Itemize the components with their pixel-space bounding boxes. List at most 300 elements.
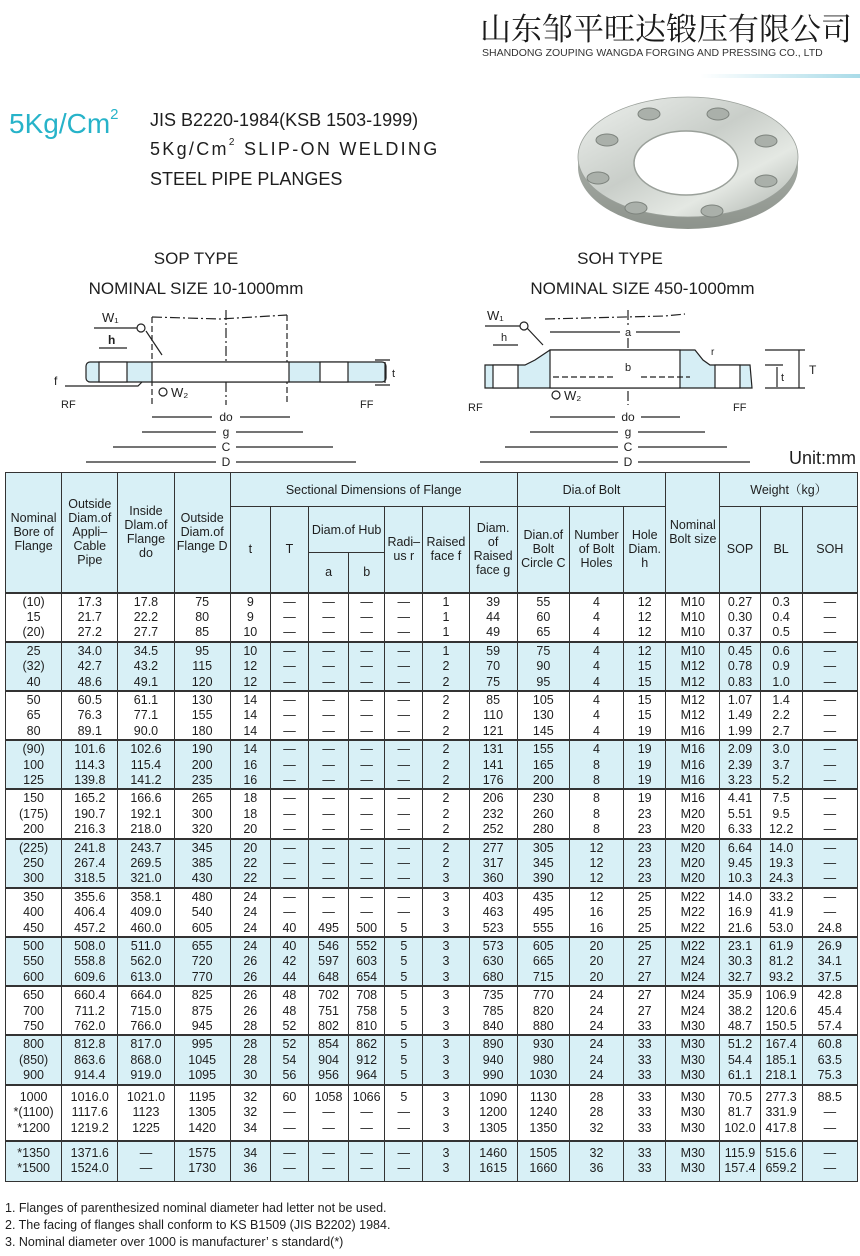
cell-raised-face-f: 3 <box>423 970 469 986</box>
cell-T: — <box>270 905 308 920</box>
soh-label-do: do <box>621 410 635 424</box>
cell-nominal-bore: 80 <box>6 724 62 740</box>
cell-raised-face-f: 3 <box>423 1053 469 1068</box>
cell-weight-soh: — <box>802 773 857 789</box>
sop-w2-weld-icon <box>159 388 167 396</box>
cell-hole-diam: 19 <box>624 724 666 740</box>
cell-outside-pipe-diam: 812.8 <box>62 1035 118 1052</box>
cell-weight-soh: — <box>802 1141 857 1161</box>
cell-inside-diam-do: 115.4 <box>118 758 174 773</box>
cell-outside-diam-D: 85 <box>174 625 230 641</box>
cell-hub-b: — <box>349 822 385 838</box>
cell-hub-a: — <box>309 659 349 674</box>
sop-label-w2: W₂ <box>171 385 189 400</box>
cell-bolt-circle: 770 <box>517 986 569 1003</box>
footnotes <box>5 1200 390 1251</box>
cell-outside-pipe-diam: 241.8 <box>62 839 118 856</box>
cell-weight-sop: 0.83 <box>720 675 760 691</box>
cell-raised-face-g: 141 <box>469 758 517 773</box>
cell-weight-soh: — <box>802 758 857 773</box>
cell-outside-diam-D: 200 <box>174 758 230 773</box>
cell-hub-b: — <box>349 1105 385 1120</box>
sop-label-f: f <box>54 374 58 388</box>
cell-outside-pipe-diam: 1016.0 <box>62 1085 118 1105</box>
cell-outside-diam-D: 720 <box>174 954 230 969</box>
cell-outside-pipe-diam: 355.6 <box>62 888 118 905</box>
cell-bolt-holes: 4 <box>569 659 623 674</box>
sop-w1-weld-icon <box>137 324 145 332</box>
cell-radius: 5 <box>385 1068 423 1084</box>
cell-hole-diam: 33 <box>624 1035 666 1052</box>
table-row <box>6 642 858 659</box>
cell-hub-b: — <box>349 807 385 822</box>
cell-weight-soh: 37.5 <box>802 970 857 986</box>
cell-weight-bl: 1.0 <box>760 675 802 691</box>
cell-raised-face-f: 2 <box>423 758 469 773</box>
cell-bolt-holes: 24 <box>569 1004 623 1019</box>
cell-raised-face-f: 3 <box>423 888 469 905</box>
table-row <box>6 839 858 856</box>
cell-T: — <box>270 724 308 740</box>
cell-bolt-holes: 24 <box>569 986 623 1003</box>
cell-t: 9 <box>230 610 270 625</box>
table-row <box>6 807 858 822</box>
cell-bolt-size: M30 <box>666 1105 720 1120</box>
cell-radius: 5 <box>385 970 423 986</box>
soh-label-b: b <box>624 362 632 374</box>
footnote: 3. Nominal diameter over 1000 is manufacturer’ s standard(*) <box>5 1235 344 1249</box>
cell-T: 60 <box>270 1085 308 1105</box>
cell-inside-diam-do: 43.2 <box>118 659 174 674</box>
cell-weight-soh: — <box>802 625 857 641</box>
cell-bolt-holes: 8 <box>569 822 623 838</box>
cell-inside-diam-do: 1123 <box>118 1105 174 1120</box>
sop-w1-leader <box>94 328 162 355</box>
cell-outside-pipe-diam: 914.4 <box>62 1068 118 1084</box>
cell-inside-diam-do: 409.0 <box>118 905 174 920</box>
cell-radius: — <box>385 1121 423 1141</box>
header-raised-face-f: Raised face f <box>423 507 469 593</box>
cell-outside-diam-D: 345 <box>174 839 230 856</box>
cell-hole-diam: 33 <box>624 1053 666 1068</box>
cell-T: 52 <box>270 1019 308 1035</box>
cell-outside-diam-D: 190 <box>174 740 230 757</box>
cell-weight-sop: 16.9 <box>720 905 760 920</box>
cell-weight-bl: 185.1 <box>760 1053 802 1068</box>
cell-bolt-holes: 4 <box>569 642 623 659</box>
cell-raised-face-g: 990 <box>469 1068 517 1084</box>
cell-nominal-bore: 750 <box>6 1019 62 1035</box>
cell-outside-pipe-diam: 21.7 <box>62 610 118 625</box>
cell-radius: 5 <box>385 937 423 954</box>
cell-weight-sop: 2.39 <box>720 758 760 773</box>
cell-radius: — <box>385 807 423 822</box>
cell-raised-face-g: 735 <box>469 986 517 1003</box>
cell-weight-soh: — <box>802 610 857 625</box>
table-row <box>6 921 858 937</box>
cell-radius: 5 <box>385 1019 423 1035</box>
soh-label-c: C <box>623 440 633 454</box>
cell-outside-diam-D: 825 <box>174 986 230 1003</box>
cell-nominal-bore: 65 <box>6 708 62 723</box>
soh-bolt-hole-left <box>493 365 518 388</box>
cell-outside-pipe-diam: 609.6 <box>62 970 118 986</box>
cell-inside-diam-do: 102.6 <box>118 740 174 757</box>
cell-raised-face-f: 1 <box>423 642 469 659</box>
cell-weight-soh: — <box>802 740 857 757</box>
cell-nominal-bore: 700 <box>6 1004 62 1019</box>
cell-raised-face-g: 630 <box>469 954 517 969</box>
cell-inside-diam-do: 511.0 <box>118 937 174 954</box>
cell-outside-pipe-diam: 42.7 <box>62 659 118 674</box>
soh-label-a: a <box>624 327 632 339</box>
cell-outside-pipe-diam: 660.4 <box>62 986 118 1003</box>
cell-bolt-size: M12 <box>666 659 720 674</box>
cell-bolt-holes: 4 <box>569 675 623 691</box>
cell-nominal-bore: 450 <box>6 921 62 937</box>
header-outside-pipe-diam: Outside Diam.of Appli– Cable Pipe <box>62 473 118 593</box>
cell-weight-bl: 81.2 <box>760 954 802 969</box>
cell-weight-bl: 12.2 <box>760 822 802 838</box>
cell-nominal-bore: 650 <box>6 986 62 1003</box>
cell-t: 20 <box>230 822 270 838</box>
cell-raised-face-f: 2 <box>423 675 469 691</box>
soh-w2-weld-icon <box>552 391 560 399</box>
cell-hub-b: 758 <box>349 1004 385 1019</box>
cell-outside-pipe-diam: 318.5 <box>62 871 118 887</box>
cell-weight-soh: — <box>802 888 857 905</box>
cell-bolt-size: M24 <box>666 1004 720 1019</box>
soh-label-g: g <box>624 425 632 439</box>
cell-hub-b: — <box>349 708 385 723</box>
cell-T: — <box>270 822 308 838</box>
sop-label-do: do <box>219 410 233 424</box>
table-row <box>6 675 858 691</box>
cell-weight-sop: 21.6 <box>720 921 760 937</box>
cell-raised-face-g: 232 <box>469 807 517 822</box>
soh-w1-weld-icon <box>520 322 528 330</box>
cell-raised-face-f: 3 <box>423 1019 469 1035</box>
cell-raised-face-f: 2 <box>423 856 469 871</box>
cell-hub-b: 654 <box>349 970 385 986</box>
cell-bolt-circle: 1030 <box>517 1068 569 1084</box>
cell-weight-bl: 9.5 <box>760 807 802 822</box>
cell-bolt-holes: 4 <box>569 610 623 625</box>
cell-inside-diam-do: — <box>118 1141 174 1161</box>
soh-T-dim <box>765 350 805 388</box>
cell-inside-diam-do: 192.1 <box>118 807 174 822</box>
soh-type-title: SOH TYPE <box>577 249 663 268</box>
cell-outside-diam-D: 1575 <box>174 1141 230 1161</box>
cell-bolt-circle: 880 <box>517 1019 569 1035</box>
cell-hub-b: — <box>349 642 385 659</box>
sop-bolt-hole-left <box>99 362 127 382</box>
cell-t: 36 <box>230 1161 270 1181</box>
cell-hole-diam: 25 <box>624 937 666 954</box>
table-row <box>6 970 858 986</box>
cell-raised-face-g: 890 <box>469 1035 517 1052</box>
cell-weight-bl: 3.0 <box>760 740 802 757</box>
cell-radius: — <box>385 822 423 838</box>
cell-t: 12 <box>230 659 270 674</box>
cell-outside-pipe-diam: 406.4 <box>62 905 118 920</box>
cell-raised-face-g: 176 <box>469 773 517 789</box>
cell-raised-face-g: 49 <box>469 625 517 641</box>
header-hub-a: a <box>309 553 349 593</box>
table-row <box>6 659 858 674</box>
header-bolt-holes: Number of Bolt Holes <box>569 507 623 593</box>
cell-raised-face-g: 1090 <box>469 1085 517 1105</box>
cell-T: — <box>270 642 308 659</box>
cell-outside-pipe-diam: 34.0 <box>62 642 118 659</box>
cell-outside-diam-D: 540 <box>174 905 230 920</box>
cell-hub-a: — <box>309 1141 349 1161</box>
cell-bolt-holes: 32 <box>569 1141 623 1161</box>
cell-inside-diam-do: 664.0 <box>118 986 174 1003</box>
cell-weight-bl: 1.4 <box>760 691 802 708</box>
flange-bore <box>634 131 738 195</box>
cell-outside-pipe-diam: 27.2 <box>62 625 118 641</box>
cell-bolt-holes: 32 <box>569 1121 623 1141</box>
cell-inside-diam-do: 34.5 <box>118 642 174 659</box>
cell-weight-soh: — <box>802 642 857 659</box>
cell-hub-b: 603 <box>349 954 385 969</box>
cell-hole-diam: 33 <box>624 1019 666 1035</box>
cell-weight-sop: 51.2 <box>720 1035 760 1052</box>
cell-hub-b: 912 <box>349 1053 385 1068</box>
cell-raised-face-g: 463 <box>469 905 517 920</box>
cell-bolt-size: M12 <box>666 675 720 691</box>
cell-radius: 5 <box>385 921 423 937</box>
cell-hole-diam: 33 <box>624 1085 666 1105</box>
cell-nominal-bore: 125 <box>6 773 62 789</box>
cell-t: 26 <box>230 1004 270 1019</box>
cell-raised-face-f: 3 <box>423 954 469 969</box>
cell-raised-face-f: 2 <box>423 659 469 674</box>
cell-t: 26 <box>230 986 270 1003</box>
sop-pipe-top <box>152 315 287 319</box>
cell-hub-a: 495 <box>309 921 349 937</box>
bolt-hole <box>701 205 723 217</box>
product-title-rest: SLIP-ON WELDING <box>236 139 440 159</box>
table-row <box>6 1121 858 1141</box>
cell-outside-pipe-diam: 1117.6 <box>62 1105 118 1120</box>
cell-radius: — <box>385 871 423 887</box>
cell-weight-sop: 35.9 <box>720 986 760 1003</box>
cell-weight-sop: 61.1 <box>720 1068 760 1084</box>
cell-hub-b: — <box>349 691 385 708</box>
cell-raised-face-f: 3 <box>423 871 469 887</box>
cell-T: 40 <box>270 937 308 954</box>
cell-hub-a: — <box>309 807 349 822</box>
cell-T: — <box>270 691 308 708</box>
cell-weight-soh: — <box>802 789 857 806</box>
cell-outside-pipe-diam: 114.3 <box>62 758 118 773</box>
soh-label-w2: W₂ <box>564 388 582 403</box>
cell-outside-diam-D: 130 <box>174 691 230 708</box>
cell-weight-sop: 3.23 <box>720 773 760 789</box>
cell-bolt-holes: 36 <box>569 1161 623 1181</box>
cell-weight-sop: 102.0 <box>720 1121 760 1141</box>
cell-bolt-size: M20 <box>666 807 720 822</box>
table-row <box>6 773 858 789</box>
cell-bolt-circle: 75 <box>517 642 569 659</box>
sop-label-h: h <box>108 333 116 347</box>
cell-hole-diam: 19 <box>624 789 666 806</box>
cell-hub-a: 854 <box>309 1035 349 1052</box>
cell-raised-face-g: 680 <box>469 970 517 986</box>
cell-weight-bl: 331.9 <box>760 1105 802 1120</box>
cell-hole-diam: 19 <box>624 773 666 789</box>
cell-radius: — <box>385 642 423 659</box>
soh-label-h: h <box>501 332 508 344</box>
cell-nominal-bore: 400 <box>6 905 62 920</box>
cell-bolt-holes: 8 <box>569 773 623 789</box>
cell-bolt-circle: 145 <box>517 724 569 740</box>
pressure-rating-base: 5Kg/Cm <box>9 108 111 139</box>
cell-inside-diam-do: 49.1 <box>118 675 174 691</box>
header-weight-soh: SOH <box>802 507 857 593</box>
soh-label-rf: RF <box>468 402 483 414</box>
cell-T: — <box>270 1161 308 1181</box>
cell-t: 34 <box>230 1121 270 1141</box>
cell-weight-soh: 75.3 <box>802 1068 857 1084</box>
cell-weight-sop: 30.3 <box>720 954 760 969</box>
table-row <box>6 905 858 920</box>
cell-bolt-size: M22 <box>666 888 720 905</box>
cell-weight-bl: 24.3 <box>760 871 802 887</box>
cell-raised-face-g: 573 <box>469 937 517 954</box>
cell-hole-diam: 15 <box>624 691 666 708</box>
cell-outside-pipe-diam: 558.8 <box>62 954 118 969</box>
cell-bolt-circle: 930 <box>517 1035 569 1052</box>
cell-T: — <box>270 1141 308 1161</box>
cell-bolt-size: M30 <box>666 1141 720 1161</box>
cell-hole-diam: 15 <box>624 675 666 691</box>
cell-inside-diam-do: 460.0 <box>118 921 174 937</box>
cell-bolt-size: M30 <box>666 1035 720 1052</box>
cell-T: — <box>270 659 308 674</box>
soh-thickness-dims <box>765 345 855 405</box>
cell-bolt-holes: 4 <box>569 724 623 740</box>
cell-T: — <box>270 625 308 641</box>
cell-T: — <box>270 1105 308 1120</box>
cell-t: 16 <box>230 758 270 773</box>
cell-hub-a: 702 <box>309 986 349 1003</box>
table-row <box>6 610 858 625</box>
table-row <box>6 1161 858 1181</box>
cell-raised-face-g: 121 <box>469 724 517 740</box>
cell-raised-face-g: 1200 <box>469 1105 517 1120</box>
cell-t: 16 <box>230 773 270 789</box>
flange-spec-table <box>5 472 858 1182</box>
cell-nominal-bore: *1500 <box>6 1161 62 1181</box>
cell-weight-sop: 38.2 <box>720 1004 760 1019</box>
table-row <box>6 1035 858 1052</box>
sop-diagram <box>50 305 420 467</box>
cell-radius: — <box>385 691 423 708</box>
cell-raised-face-f: 2 <box>423 807 469 822</box>
table-row <box>6 1053 858 1068</box>
cell-bolt-size: M20 <box>666 856 720 871</box>
cell-bolt-size: M22 <box>666 905 720 920</box>
cell-hub-a: 802 <box>309 1019 349 1035</box>
cell-bolt-holes: 8 <box>569 758 623 773</box>
cell-raised-face-f: 3 <box>423 1141 469 1161</box>
cell-nominal-bore: (32) <box>6 659 62 674</box>
cell-bolt-size: M24 <box>666 986 720 1003</box>
cell-outside-pipe-diam: 508.0 <box>62 937 118 954</box>
cell-nominal-bore: (850) <box>6 1053 62 1068</box>
cell-bolt-circle: 105 <box>517 691 569 708</box>
cell-t: 20 <box>230 839 270 856</box>
cell-outside-diam-D: 80 <box>174 610 230 625</box>
cell-bolt-holes: 20 <box>569 970 623 986</box>
cell-bolt-size: M16 <box>666 758 720 773</box>
table-row <box>6 724 858 740</box>
cell-t: 34 <box>230 1141 270 1161</box>
cell-outside-diam-D: 1095 <box>174 1068 230 1084</box>
cell-hole-diam: 23 <box>624 871 666 887</box>
cell-outside-pipe-diam: 165.2 <box>62 789 118 806</box>
cell-t: 14 <box>230 740 270 757</box>
sop-bolt-hole-right <box>320 362 348 382</box>
cell-weight-soh: 57.4 <box>802 1019 857 1035</box>
cell-bolt-size: M16 <box>666 724 720 740</box>
cell-nominal-bore: *1200 <box>6 1121 62 1141</box>
cell-hub-a: 956 <box>309 1068 349 1084</box>
cell-raised-face-f: 2 <box>423 839 469 856</box>
header-radius: Radi– us r <box>385 507 423 593</box>
cell-hole-diam: 25 <box>624 921 666 937</box>
header-weight-sop: SOP <box>720 507 760 593</box>
table-row <box>6 1085 858 1105</box>
cell-hub-b: 552 <box>349 937 385 954</box>
cell-t: 32 <box>230 1085 270 1105</box>
cell-weight-sop: 0.45 <box>720 642 760 659</box>
cell-bolt-circle: 155 <box>517 740 569 757</box>
cell-outside-diam-D: 320 <box>174 822 230 838</box>
cell-radius: — <box>385 740 423 757</box>
cell-hub-a: — <box>309 610 349 625</box>
cell-bolt-holes: 28 <box>569 1085 623 1105</box>
cell-radius: — <box>385 659 423 674</box>
sop-label-ff: FF <box>360 399 374 411</box>
cell-hub-b: — <box>349 625 385 641</box>
cell-radius: — <box>385 1161 423 1181</box>
cell-hub-b: — <box>349 675 385 691</box>
cell-weight-bl: 5.2 <box>760 773 802 789</box>
bolt-hole <box>587 172 609 184</box>
cell-bolt-holes: 24 <box>569 1019 623 1035</box>
cell-t: 14 <box>230 691 270 708</box>
cell-weight-sop: 5.51 <box>720 807 760 822</box>
cell-t: 18 <box>230 807 270 822</box>
cell-bolt-holes: 12 <box>569 871 623 887</box>
cell-T: — <box>270 773 308 789</box>
cell-bolt-circle: 200 <box>517 773 569 789</box>
table-body <box>6 593 858 1182</box>
cell-inside-diam-do: 90.0 <box>118 724 174 740</box>
cell-nominal-bore: 100 <box>6 758 62 773</box>
cell-weight-sop: 1.07 <box>720 691 760 708</box>
cell-T: 40 <box>270 921 308 937</box>
cell-bolt-size: M12 <box>666 708 720 723</box>
cell-hub-a: — <box>309 773 349 789</box>
cell-raised-face-g: 840 <box>469 1019 517 1035</box>
cell-bolt-size: M16 <box>666 740 720 757</box>
cell-T: — <box>270 610 308 625</box>
